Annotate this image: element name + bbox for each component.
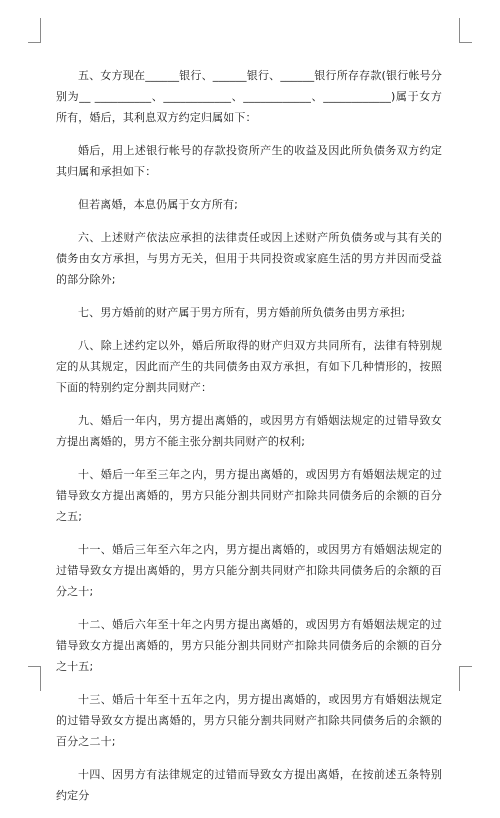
crop-mark-bottom-right: [459, 666, 472, 691]
crop-mark-bottom-left: [28, 666, 41, 691]
paragraph-10: 十、婚后一年至三年之内，男方提出离婚的，或因男方有婚姻法规定的过错导致女方提出离婚的，男方只能分割共同财产扣除共同债务后的余额的百分之五;: [56, 468, 442, 523]
crop-mark-top-left: [28, 18, 41, 43]
paragraph-8: 八、除上述约定以外，婚后所取得的财产归双方共同所有，法律有特别规定的从其规定，因此而产生的共同债务由双方承担，有如下几种情形的，按照下面的特别约定分割共同财产：: [56, 339, 442, 394]
paragraph-income: 婚后，用上述银行帐号的存款投资所产生的收益及因此所负债务双方约定其归属和承担如下：: [56, 144, 442, 178]
paragraph-7: 七、男方婚前的财产属于男方所有，男方婚前所负债务由男方承担;: [78, 306, 406, 319]
crop-mark-top-right: [459, 18, 472, 43]
paragraph-12: 十二、婚后六年至十年之内男方提出离婚的，或因男方有婚姻法规定的过错导致女方提出离婚的，男方只能分割共同财产扣除共同债务后的余额的百分之十五;: [56, 618, 442, 673]
paragraph-divorce-note: 但若离婚，本息仍属于女方所有;: [78, 198, 238, 211]
paragraph-11: 十一、婚后三年至六年之内，男方提出离婚的，或因男方有婚姻法规定的过错导致女方提出离婚的，男方只能分割共同财产扣除共同债务后的余额的百分之十;: [56, 543, 442, 598]
paragraph-14: 十四、因男方有法律规定的过错而导致女方提出离婚，在按前述五条特别约定分: [56, 768, 442, 802]
paragraph-5: 五、女方现在______银行、______银行、______银行所存存款(银行帐号分别为__ __________、____________、____________、____________)属于女方所有，婚后，其利息双方约定归属如下：: [56, 69, 442, 124]
document-body: [56, 65, 442, 818]
paragraph-13: 十三、婚后十年至十五年之内，男方提出离婚的，或因男方有婚姻法规定的过错导致女方提出离婚的，男方只能分割共同财产扣除共同债务后的余额的百分之二十;: [56, 693, 442, 748]
paragraph-9: 九、婚后一年内，男方提出离婚的，或因男方有婚姻法规定的过错导致女方提出离婚的，男方不能主张分割共同财产的权利;: [56, 414, 442, 448]
paragraph-6: 六、上述财产依法应承担的法律责任或因上述财产所负债务或与其有关的债务由女方承担，与男方无关，但用于共同投资或家庭生活的男方并因而受益的部分除外;: [56, 231, 442, 286]
